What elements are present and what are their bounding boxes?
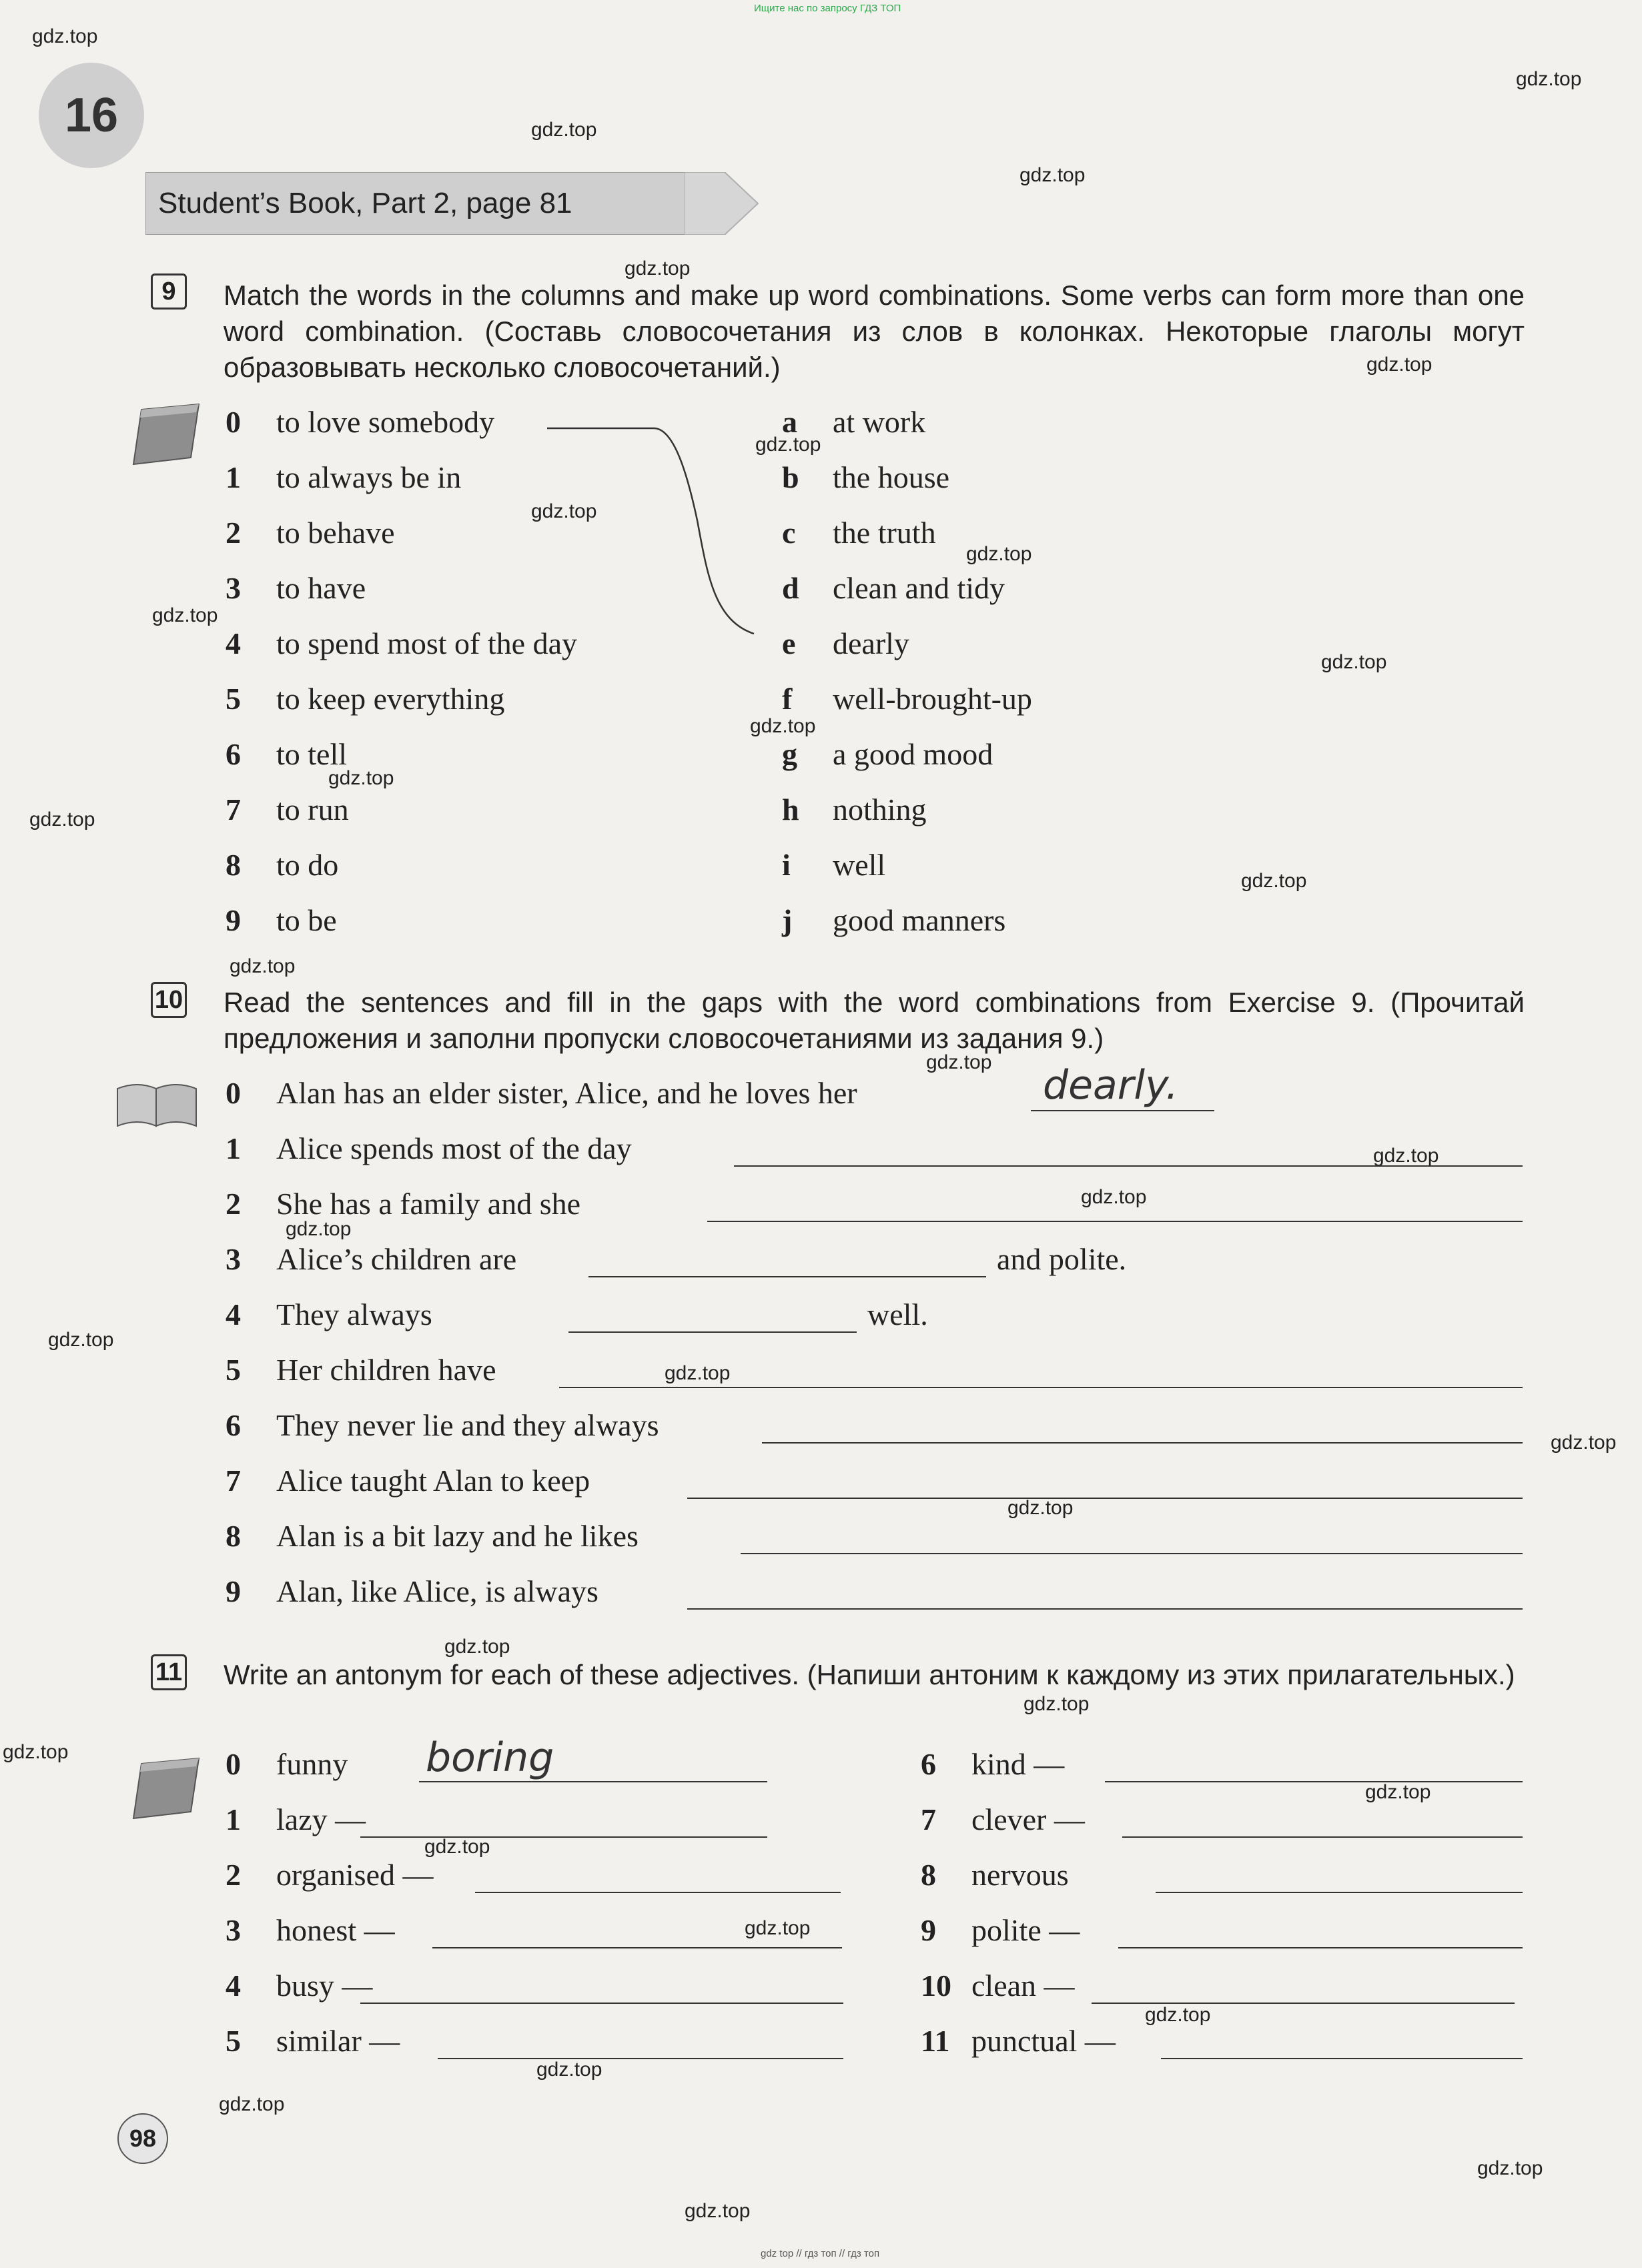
banner-arrow-icon xyxy=(685,172,778,235)
watermark: gdz.top xyxy=(1321,651,1387,673)
item-number: 0 xyxy=(226,1747,241,1781)
item-text: to be xyxy=(276,903,337,937)
item-text: to love somebody xyxy=(276,405,495,439)
adjective-text: similar — xyxy=(276,2024,400,2058)
item-number: 8 xyxy=(226,848,241,882)
answer-line[interactable] xyxy=(762,1442,1523,1444)
watermark: gdz.top xyxy=(1551,1432,1617,1454)
item-number: 4 xyxy=(226,1297,241,1331)
item-text: to behave xyxy=(276,516,395,550)
watermark: gdz.top xyxy=(328,767,394,789)
match-right-item xyxy=(782,460,949,495)
item-text: to spend most of the day xyxy=(276,626,577,660)
item-letter: f xyxy=(782,682,793,716)
item-text: at work xyxy=(833,405,926,439)
item-number: 8 xyxy=(921,1858,936,1892)
answer-line[interactable] xyxy=(734,1165,1523,1167)
answer-line[interactable] xyxy=(568,1331,857,1333)
watermark: gdz.top xyxy=(1081,1186,1147,1208)
exercise-11-number: 11 xyxy=(151,1654,187,1690)
item-letter: j xyxy=(782,903,793,937)
exercise-9-number: 9 xyxy=(151,273,187,310)
sentence-item xyxy=(226,1574,598,1609)
sentence-item xyxy=(226,1297,432,1332)
sentence-text: They never lie and they always xyxy=(276,1408,659,1442)
answer-line[interactable] xyxy=(475,1892,841,1893)
item-text: to run xyxy=(276,792,349,826)
item-text: to do xyxy=(276,848,339,882)
item-number: 3 xyxy=(226,1913,241,1947)
sentence-item xyxy=(226,1186,580,1221)
item-number: 8 xyxy=(226,1519,241,1553)
item-number: 5 xyxy=(226,1353,241,1387)
watermark: gdz.top xyxy=(230,955,296,977)
notebook-icon xyxy=(129,1757,203,1821)
item-text: the truth xyxy=(833,516,936,550)
watermark: gdz.top xyxy=(750,715,816,737)
answer-line[interactable] xyxy=(1156,1892,1523,1893)
answer-line[interactable] xyxy=(1161,2058,1523,2059)
item-text: nothing xyxy=(833,792,927,826)
answer-line[interactable] xyxy=(741,1553,1523,1554)
answer-line[interactable] xyxy=(438,2058,843,2059)
item-text: a good mood xyxy=(833,737,993,771)
adjective-text: lazy — xyxy=(276,1802,366,1836)
adjective-text: organised — xyxy=(276,1858,434,1892)
watermark: gdz.top xyxy=(1145,2004,1211,2026)
answer-line[interactable] xyxy=(1105,1781,1523,1782)
sentence-text: Alan is a bit lazy and he likes xyxy=(276,1519,639,1553)
item-number: 5 xyxy=(226,682,241,716)
match-left-item xyxy=(226,903,337,938)
sentence-item xyxy=(226,1131,632,1166)
unit-number: 16 xyxy=(39,63,144,168)
match-right-item xyxy=(782,570,1005,606)
adjective-text: polite — xyxy=(971,1913,1080,1947)
watermark: gdz.top xyxy=(745,1917,811,1939)
sentence-item xyxy=(226,1075,857,1111)
item-number: 2 xyxy=(226,1187,241,1221)
answer-line[interactable] xyxy=(707,1221,1523,1222)
item-number: 0 xyxy=(226,405,241,439)
item-number: 2 xyxy=(226,516,241,550)
answer-line[interactable] xyxy=(419,1781,767,1782)
match-left-item xyxy=(226,570,366,606)
item-text: to tell xyxy=(276,737,348,771)
watermark: gdz.top xyxy=(1373,1145,1439,1167)
antonym-item xyxy=(226,1968,372,2003)
adjective-text: clever — xyxy=(971,1802,1085,1836)
item-letter: e xyxy=(782,626,796,660)
antonym-item xyxy=(226,1857,434,1892)
watermark: gdz.top xyxy=(286,1218,352,1240)
item-number: 10 xyxy=(921,1968,951,2003)
answer-line[interactable] xyxy=(588,1276,986,1277)
page-reference-banner: Student’s Book, Part 2, page 81 xyxy=(145,172,686,235)
sentence-text: Alice spends most of the day xyxy=(276,1131,632,1165)
antonym-item xyxy=(226,1912,395,1948)
antonym-item xyxy=(921,1802,1085,1837)
match-left-item xyxy=(226,736,347,772)
sentence-ending: well. xyxy=(867,1297,928,1331)
adjective-text: kind — xyxy=(971,1747,1065,1781)
item-number: 3 xyxy=(226,571,241,605)
open-book-icon xyxy=(113,1075,200,1131)
sentence-text: She has a family and she xyxy=(276,1187,581,1221)
antonym-item xyxy=(921,1968,1075,2003)
answer-line[interactable] xyxy=(360,2003,843,2004)
sentence-item xyxy=(226,1463,590,1498)
watermark: gdz.top xyxy=(625,257,691,279)
item-number: 1 xyxy=(226,460,241,494)
watermark: gdz.top xyxy=(1007,1497,1074,1519)
match-right-item xyxy=(782,626,909,661)
match-right-item xyxy=(782,404,925,440)
watermark: gdz.top xyxy=(926,1051,992,1073)
adjective-text: nervous xyxy=(971,1858,1069,1892)
page-number: 98 xyxy=(117,2113,168,2164)
sentence-item xyxy=(226,1241,516,1277)
antonym-item xyxy=(921,1912,1080,1948)
item-number: 5 xyxy=(226,2024,241,2058)
watermark: gdz.top xyxy=(665,1362,731,1384)
answer-line[interactable] xyxy=(1031,1110,1214,1111)
item-text: well-brought-up xyxy=(833,682,1032,716)
item-number: 7 xyxy=(921,1802,936,1836)
match-left-item xyxy=(226,626,577,661)
item-number: 4 xyxy=(226,626,241,660)
match-right-item xyxy=(782,515,936,550)
sentence-item xyxy=(226,1352,496,1387)
item-text: the house xyxy=(833,460,950,494)
sentence-text: Alice taught Alan to keep xyxy=(276,1464,590,1498)
item-text: dearly xyxy=(833,626,909,660)
watermark: gdz.top xyxy=(966,543,1032,565)
item-text: well xyxy=(833,848,886,882)
answer-line[interactable] xyxy=(687,1498,1523,1499)
answer-line[interactable] xyxy=(1122,1836,1523,1838)
watermark: gdz.top xyxy=(1023,1693,1090,1715)
match-right-item xyxy=(782,792,927,827)
item-letter: g xyxy=(782,737,797,771)
answer-line[interactable] xyxy=(687,1608,1523,1610)
bottom-note: gdz top // гдз топ // гдз топ xyxy=(761,2248,880,2259)
item-number: 6 xyxy=(226,1408,241,1442)
antonym-item xyxy=(226,1746,348,1782)
handwritten-answer: dearly. xyxy=(1043,1062,1179,1109)
watermark: gdz.top xyxy=(152,604,218,626)
item-letter: i xyxy=(782,848,791,882)
sentence-item xyxy=(226,1407,659,1443)
answer-line[interactable] xyxy=(432,1947,842,1948)
watermark: gdz.top xyxy=(536,2059,602,2081)
item-text: to keep everything xyxy=(276,682,505,716)
item-letter: h xyxy=(782,792,799,826)
watermark: gdz.top xyxy=(1019,164,1086,186)
handwritten-answer: boring xyxy=(426,1734,554,1781)
item-number: 1 xyxy=(226,1131,241,1165)
item-letter: b xyxy=(782,460,799,494)
item-number: 11 xyxy=(921,2024,950,2058)
watermark: gdz.top xyxy=(444,1636,510,1658)
adjective-text: busy — xyxy=(276,1968,373,2003)
match-left-item xyxy=(226,792,349,827)
answer-line[interactable] xyxy=(559,1387,1523,1388)
match-left-item xyxy=(226,847,338,883)
watermark: gdz.top xyxy=(1241,870,1307,892)
match-connector-line xyxy=(534,420,801,647)
match-right-item xyxy=(782,847,885,883)
sentence-text: Her children have xyxy=(276,1353,496,1387)
adjective-text: punctual — xyxy=(971,2024,1116,2058)
item-letter: c xyxy=(782,516,796,550)
item-number: 9 xyxy=(226,903,241,937)
answer-line[interactable] xyxy=(1092,2003,1515,2004)
antonym-item xyxy=(226,2023,400,2059)
item-text: clean and tidy xyxy=(833,571,1005,605)
adjective-text: funny xyxy=(276,1747,348,1781)
item-number: 2 xyxy=(226,1858,241,1892)
watermark: gdz.top xyxy=(531,119,597,141)
watermark: gdz.top xyxy=(1516,68,1582,90)
match-right-item xyxy=(782,736,993,772)
item-number: 9 xyxy=(226,1574,241,1608)
item-letter: a xyxy=(782,405,797,439)
watermark: gdz.top xyxy=(3,1741,69,1763)
match-right-item xyxy=(782,903,1005,938)
sentence-text: They always xyxy=(276,1297,432,1331)
watermark: gdz.top xyxy=(685,2200,751,2222)
adjective-text: honest — xyxy=(276,1913,395,1947)
antonym-item xyxy=(921,1857,1069,1892)
item-number: 6 xyxy=(226,737,241,771)
item-number: 7 xyxy=(226,792,241,826)
item-number: 0 xyxy=(226,1076,241,1110)
antonym-item xyxy=(921,2023,1116,2059)
item-text: good manners xyxy=(833,903,1006,937)
watermark: gdz.top xyxy=(48,1329,114,1351)
watermark: gdz.top xyxy=(531,500,597,522)
watermark: gdz.top xyxy=(29,808,95,830)
item-number: 6 xyxy=(921,1747,936,1781)
item-text: to always be in xyxy=(276,460,462,494)
watermark: gdz.top xyxy=(219,2093,285,2115)
item-number: 1 xyxy=(226,1802,241,1836)
notebook-icon xyxy=(129,403,203,467)
match-left-item xyxy=(226,404,494,440)
item-text: to have xyxy=(276,571,366,605)
watermark: gdz.top xyxy=(755,434,821,456)
antonym-item xyxy=(226,1802,366,1837)
watermark: gdz.top xyxy=(1365,1781,1431,1803)
top-note: Ищите нас по запросу ГДЗ ТОП xyxy=(754,3,901,14)
watermark: gdz.top xyxy=(1477,2157,1543,2179)
sentence-text: Alice’s children are xyxy=(276,1242,517,1276)
sentence-text: Alan, like Alice, is always xyxy=(276,1574,598,1608)
match-left-item xyxy=(226,515,395,550)
antonym-item xyxy=(921,1746,1064,1782)
item-number: 3 xyxy=(226,1242,241,1276)
answer-line[interactable] xyxy=(1118,1947,1523,1948)
watermark: gdz.top xyxy=(424,1836,490,1858)
sentence-item xyxy=(226,1518,639,1554)
sentence-ending: and polite. xyxy=(997,1242,1127,1276)
item-number: 7 xyxy=(226,1464,241,1498)
match-left-item xyxy=(226,681,504,716)
match-right-item xyxy=(782,681,1032,716)
exercise-10-number: 10 xyxy=(151,982,187,1018)
watermark: gdz.top xyxy=(1366,354,1432,376)
item-number: 4 xyxy=(226,1968,241,2003)
match-left-item xyxy=(226,460,461,495)
watermark: gdz.top xyxy=(32,25,98,47)
item-letter: d xyxy=(782,571,799,605)
item-number: 9 xyxy=(921,1913,936,1947)
answer-line[interactable] xyxy=(360,1836,767,1838)
sentence-text: Alan has an elder sister, Alice, and he loves her xyxy=(276,1076,857,1110)
exercise-11-instruction: Write an antonym for each of these adjectives. (Напиши антоним к каждому из этих прилагательных.) xyxy=(224,1659,1515,1690)
adjective-text: clean — xyxy=(971,1968,1075,2003)
exercise-9-instruction: Match the words in the columns and make up word combinations. Some verbs can form more than one word combination. (Составь словосочетания из слов в колонках. Некоторые глаголы могут образовывать несколько словосочетаний.) xyxy=(224,279,1525,383)
exercise-10-instruction: Read the sentences and fill in the gaps with the word combinations from Exercise 9. (Прочитай предложения и заполни пропуски словосочетаниями из задания 9.) xyxy=(224,987,1525,1054)
